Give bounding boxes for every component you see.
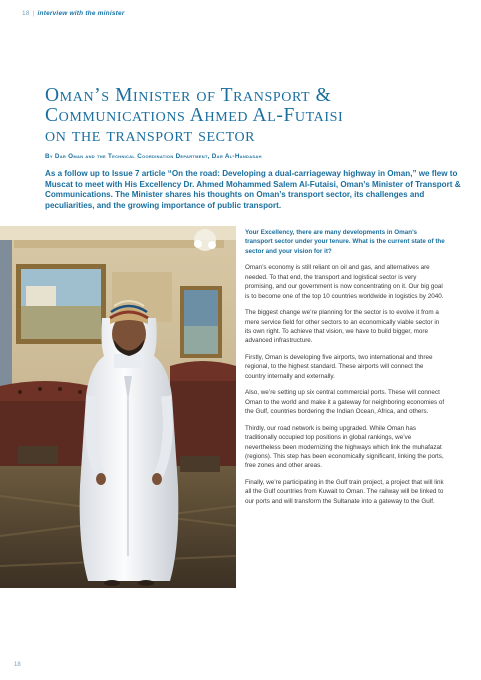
- minister-photo: [0, 226, 236, 588]
- title-line-2: Communications Ahmed Al-Futaisi: [45, 105, 344, 126]
- title-line-3: on the transport sector: [45, 125, 256, 146]
- running-head-page-number: 18: [22, 10, 30, 17]
- article-body: [245, 228, 445, 513]
- running-head-separator: |: [32, 10, 35, 17]
- body-paragraph-1: Oman’s economy is still reliant on oil and gas, and alternatives are needed. To that end, the transport and logistical sector is very promising, and our government is now concentrating on it. Our big goal is to become one of the top 10 countries worldwide in logistics by 2040.: [245, 264, 444, 300]
- body-paragraph-2: The biggest change we’re planning for the sector is to evolve it from a mere service field for other sectors to an economically viable sector in its own right. To achieve that vision, we have to build bigger, more advanced infrastructure.: [245, 309, 440, 345]
- body-paragraph-3: Firstly, Oman is developing five airports, two international and three regional, to the highest standard. These airports will connect the country internally and externally.: [245, 354, 433, 380]
- title-line-1: Oman’s Minister of Transport &: [45, 85, 332, 106]
- interview-question: Your Excellency, there are many developments in Oman’s transport sector under your tenure. What is the current state of the sector and your vision for it?: [245, 229, 445, 255]
- intro-paragraph: As a follow up to Issue 7 article “On the road: Developing a dual-carriageway highway in Oman,” we flew to Muscat to meet with His Excellency Dr. Ahmed Mohammed Salem Al-Futaisi, Oman’s Minister of Transport & Communications. The Minister shares his thoughts on Oman’s transport sector, its challenges and peculiarities, and the growing importance of public transport.: [45, 169, 461, 210]
- body-paragraph-5: Thirdly, our road network is being upgraded. While Oman has traditionally occupied top positions in global rankings, we’ve nevertheless been modernizing the highways which link the muhafazat (regions). This step has been economically significant, linking the ports, free zones and other areas.: [245, 424, 444, 470]
- running-head-section: interview with the minister: [37, 10, 125, 17]
- body-paragraph-6: Finally, we’re participating in the Gulf train project, a project that will link all the Gulf countries from Kuwait to Oman. The railway will be linked to our ports and will transform the Sultanate into a gateway to the Gulf.: [245, 479, 444, 505]
- article-title: [45, 86, 465, 146]
- byline: By Dar Oman and the Technical Coordination Department, Dar Al-Handasah: [45, 153, 262, 160]
- running-head: [22, 10, 125, 17]
- page-folio: 18: [14, 662, 21, 668]
- body-paragraph-4: Also, we’re setting up six central commercial ports. These will connect Oman to the world and make it a gateway for neighboring economies of the Gulf, countries bordering the Indian Ocean, Africa, and others.: [245, 389, 445, 416]
